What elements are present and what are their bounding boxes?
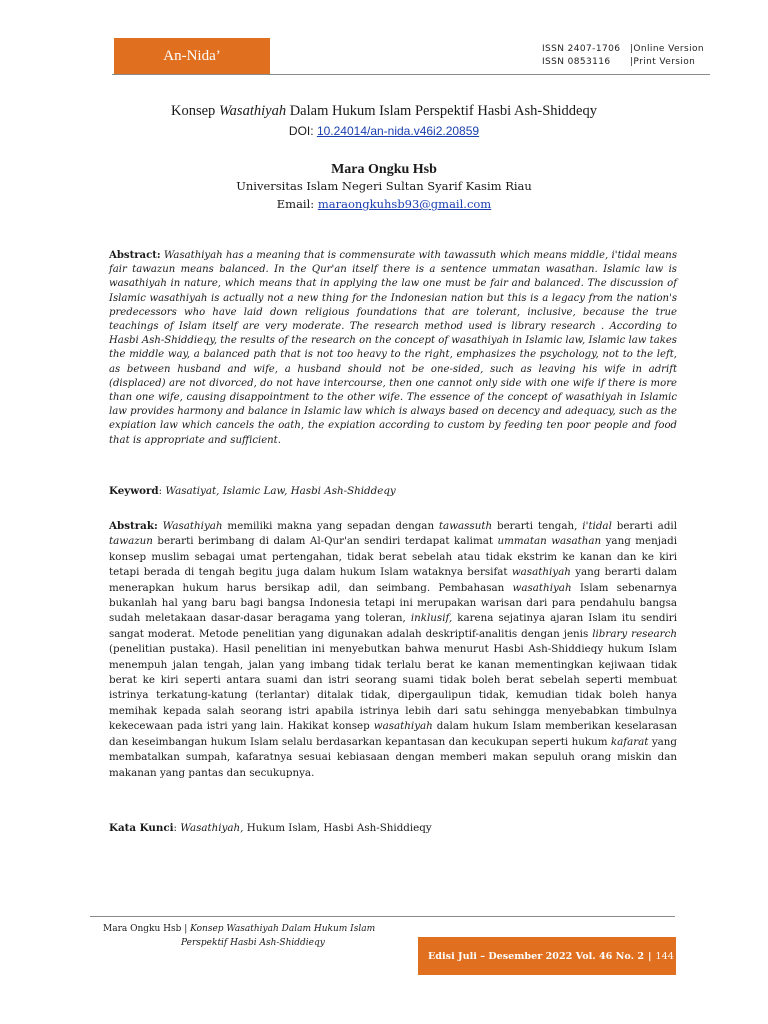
keyword-values: Wasatiyat, Islamic Law, Hasbi Ash-Shiddeqy (165, 485, 396, 497)
abstrak-part: yang berarti dalam menerapkan hukum harus bersikap adil, dan seimbang. Pembahasan (109, 566, 677, 594)
footer-edition-bar (418, 937, 676, 975)
title-italic: Wasathiyah (218, 103, 287, 119)
abstrak-part: yang membatalkan sumpah, kafaratnya sesuai kebiasaan dengan memberi makan sepuluh orang miskin dan makanan yang pantas dan secukupnya. (109, 735, 677, 779)
footer-citation (103, 922, 423, 950)
abstrak-part: wasathiyah (373, 720, 433, 733)
abstrak-part: tawassuth (438, 520, 493, 532)
email-line (0, 197, 768, 211)
abstract-text: Wasathiyah has a meaning that is commensurate with tawassuth which means middle, i'tidal means fair tawazun means balanced. In the Qur'an itself there is a sentence ummatan wasathan. Islamic law is wasathiyah in nature, which means that in applying the law one must be fair and balanced. The discussion of Islamic wasathiyah is actually not a new thing for the Indonesian nation but this is a legacy from the nation's predecessors who have laid down religious foundations that are tolerant, inclusive, because the true teachings of Islam itself are very moderate. The research method used is library research . According to Hasbi Ash-Shiddieqy, the results of the research on the concept of wasathiyah in Islamic law, Islamic law takes the middle way, a balanced path that is not too heavy to the right, emphasizes the psychology, not to the left, as between husband and wife, a husband should not be one-sided, such as leaving his wife in adrift (displaced) are not divorced, do not have intercourse, then one cannot only side with one wife if there is more than one wife, causing disappointment to the other wife. The essence of the concept of wasathiyah in Islamic law provides harmony and balance in Islamic law which is always based on decency and adequacy, such as the expiation law which cancels the oath, the expiation according to custom by feeding ten poor people and food that is appropriate and sufficient. (109, 250, 677, 446)
issn-online-row (542, 43, 704, 56)
kata-kunci-line (109, 822, 432, 834)
abstrak-part: library research (592, 627, 678, 640)
issn-online-label: |Online Version (630, 44, 705, 54)
abstrak-part: i'tidal (582, 520, 612, 532)
kata-kunci-italic: Wasathiyah, (180, 822, 244, 834)
abstrak-part: yang menjadi konsep muslim sebagai umat pertengahan, tidak berat sebelah atau tidak ekstrim ke kanan dan ke kiri tetapi berada di tengah begitu juga dalam hukum Islam wataknya bersifat (109, 535, 677, 579)
footer-author: Mara Ongku Hsb (103, 924, 182, 934)
abstrak-part: ummatan wasathan (497, 535, 602, 548)
abstrak-part: kafarat (610, 735, 649, 748)
abstract-label: Abstract: (109, 250, 161, 261)
abstrak-part: tawazun (109, 535, 153, 548)
abstract-indonesian (109, 519, 677, 781)
abstract-english (109, 249, 677, 448)
doi-line (0, 124, 768, 138)
title-suffix: Dalam Hukum Islam Perspektif Hasbi Ash-Shiddeqy (286, 103, 597, 119)
issn-print-label: |Print Version (630, 57, 696, 67)
abstrak-part: berarti adil (611, 520, 677, 532)
abstrak-part: wasathiyah (511, 566, 571, 579)
edition-label: Edisi Juli – Desember 2022 Vol. 46 No. 2 (428, 950, 644, 962)
kata-kunci-sep: : (173, 822, 181, 834)
footer-cite-line1 (103, 922, 423, 936)
journal-name: An-Nida’ (163, 47, 221, 64)
abstrak-label: Abstrak: (109, 520, 158, 532)
article-title (0, 103, 768, 120)
footer-title-part1: Konsep Wasathiyah Dalam Hukum Islam (190, 924, 376, 934)
keyword-label: Keyword (109, 485, 159, 497)
abstrak-part: (penelitian pustaka). Hasil penelitian ini menyebutkan bahwa menurut Hasbi Ash-Shiddieqy hukum Islam menempuh jalan tengah, jalan yang imbang tidak terlalu berat ke kanan mementingkan kejiwaan tidak berat ke kiri seperti antara suami dan istri seorang suami tidak boleh berat sebelah seperti membuat istrinya terkatung-katung (terlantar) ditalak tidak, dipergaulipun tidak, kemudian tidak boleh hanya memihak kepada salah seorang istri apabila istrinya lebih dari satu sehingga menyebabkan timbulnya kekecewaan pada istri yang lain. Hakikat konsep (109, 643, 677, 733)
kata-kunci-label: Kata Kunci (109, 822, 174, 834)
abstrak-part: dalam hukum Islam memberikan keselarasan dan keseimbangan hukum Islam selalu berdasarkan kepantasan dan kecukupan seperti hukum (109, 720, 678, 748)
header-divider (112, 74, 710, 75)
doi-link[interactable]: 10.24014/an-nida.v46i2.20859 (316, 124, 480, 138)
page-separator: | (648, 950, 652, 962)
abstrak-part: Wasathiyah (162, 520, 223, 532)
abstrak-part: Islam sebenarnya bukanlah hal yang baru bagi bangsa Indonesia tetapi ini merupakan warisan dari para pendahulu bangsa sudah meletakaan dasar-dasar beragama yang toleran, (109, 581, 678, 625)
abstrak-part: wasathiyah (512, 581, 572, 594)
affiliation: Universitas Islam Negeri Sultan Syarif Kasim Riau (236, 179, 532, 193)
issn-block (542, 43, 704, 69)
author-name: Mara Ongku Hsb (331, 162, 437, 177)
footer-cite-line2 (103, 936, 423, 950)
abstrak-part: berarti tengah, (492, 520, 583, 532)
journal-brand-bar (114, 38, 270, 74)
keyword-line (109, 485, 396, 497)
issn-online: ISSN 2407-1706 (542, 44, 621, 54)
keyword-sep: : (158, 485, 166, 497)
email-label: Email: (276, 197, 318, 211)
page-number: 144 (655, 950, 674, 962)
abstrak-part: inklusif, (410, 612, 453, 625)
doi-label: DOI: (288, 124, 317, 138)
issn-print-row (542, 56, 704, 69)
footer-divider (90, 916, 675, 917)
footer-title-part2: Perspektif Hasbi Ash-Shiddieqy (181, 938, 325, 948)
abstrak-part: karena sejatinya ajaran Islam itu sendiri sangat moderat. Metode penelitian yang digunakan adalah deskriptif-analitis dengan jenis (109, 612, 677, 640)
email-link[interactable]: maraongkuhsb93@gmail.com (317, 197, 492, 211)
abstrak-part: berarti berimbang di dalam Al-Qur'an sendiri terdapat kalimat (152, 535, 498, 548)
footer-sep: | (181, 924, 191, 934)
abstrak-part: memiliki makna yang sepadan dengan (222, 520, 439, 532)
issn-print: ISSN 0853116 (542, 57, 611, 67)
title-prefix: Konsep (171, 103, 219, 119)
kata-kunci-values: Hukum Islam, Hasbi Ash-Shiddieqy (243, 822, 432, 834)
